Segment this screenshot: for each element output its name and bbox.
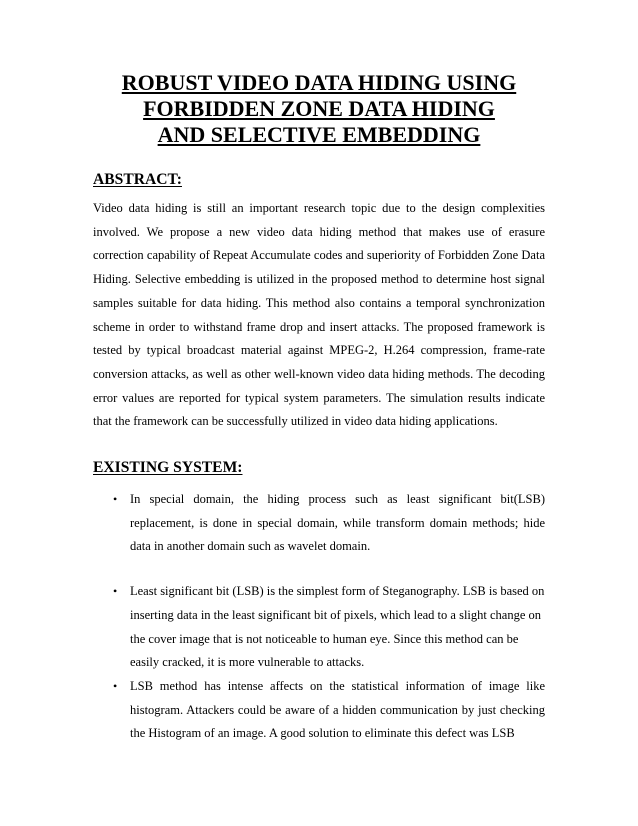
list-item-text: In special domain, the hiding process such as least significant bit(LSB) replacement, is done in special domain, while transform domain methods; hide data in another domain such as wavelet domain. bbox=[130, 492, 545, 554]
list-item bbox=[93, 675, 545, 746]
bullet-icon: • bbox=[113, 584, 118, 599]
existing-system-heading: EXISTING SYSTEM: bbox=[93, 459, 243, 477]
existing-system-list bbox=[93, 488, 545, 746]
bullet-icon: • bbox=[113, 492, 118, 507]
list-item bbox=[93, 580, 545, 675]
list-item-text: LSB method has intense affects on the statistical information of image like histogram. Attackers could be aware of a hidden communication by just checking the Histogram of an image. A good solution to eliminate this defect was LSB bbox=[130, 678, 545, 741]
title-line-2: FORBIDDEN ZONE DATA HIDING bbox=[143, 96, 495, 121]
abstract-paragraph: Video data hiding is still an important research topic due to the design complexities involved. We propose a new video data hiding method that makes use of erasure correction capability of Repeat Accumulate codes and superiority of Forbidden Zone Data Hiding. Selective embedding is utilized in the proposed method to determine host signal samples suitable for data hiding. This method also contains a temporal synchronization scheme in order to withstand frame drop and insert attacks. The proposed framework is tested by typical broadcast material against MPEG-2, H.264 compression, frame-rate conversion attacks, as well as other well-known video data hiding methods. The decoding error values are reported for typical system parameters. The simulation results indicate that the framework can be successfully utilized in video data hiding applications. bbox=[93, 201, 545, 429]
document-title bbox=[93, 70, 545, 148]
title-line-1: ROBUST VIDEO DATA HIDING USING bbox=[121, 70, 517, 95]
bullet-icon: • bbox=[113, 678, 118, 693]
abstract-heading: ABSTRACT: bbox=[93, 171, 182, 188]
title-line-3: AND SELECTIVE EMBEDDING bbox=[157, 122, 481, 147]
list-item-text: Least significant bit (LSB) is the simplest form of Steganography. LSB is based on inserting data in the least significant bit of pixels, which lead to a slight change on the cover image that is not noticeable to human eye. Since this method can be easily cracked, it is more vulnerable to attacks. bbox=[130, 584, 545, 670]
list-item bbox=[93, 488, 545, 559]
